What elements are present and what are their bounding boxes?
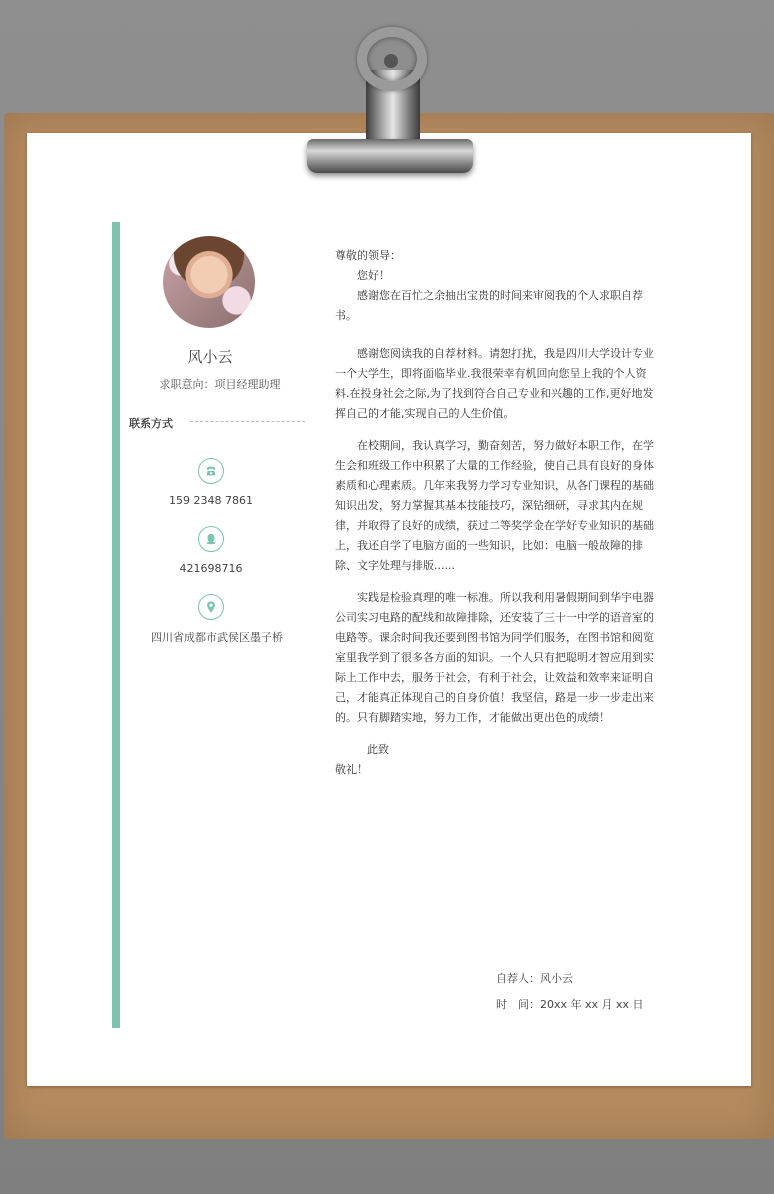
qq-number: 421698716 bbox=[179, 562, 243, 575]
clip-hole bbox=[384, 54, 398, 68]
profile-name: 风小云 bbox=[187, 348, 233, 366]
letter-intro: 感谢您在百忙之余抽出宝贵的时间来审阅我的个人求职自荐书。 bbox=[335, 289, 643, 322]
letter-paragraph: 感谢您阅读我的自荐材料。请恕打扰，我是四川大学设计专业一个大学生，即将面临毕业.我很荣幸有机回向您呈上我的个人资料.在投身社会之际,为了找到符合自己专业和兴趣的工作,更好地发挥自己的才能,实现自己的人生价值。 bbox=[335, 347, 654, 420]
phone-icon bbox=[198, 458, 224, 484]
letter-paragraph: 实践是检验真理的唯一标准。所以我利用暑假期间到华宇电器公司实习电路的配线和故障排除，还安装了三十一中学的语音室的电路等。课余时间我还要到图书馆为同学们服务，在图书馆和阅览室里我学到了很多各方面的知识。一个人只有把聪明才智应用到实际上工作中去，服务于社会，有利于社会，让效益和效率来证明自己，才能真正体现自己的自身价值！我坚信，路是一步一步走出来的。只有脚踏实地，努力工作，才能做出更出色的成绩！ bbox=[335, 591, 654, 724]
phone-number: 159 2348 7861 bbox=[169, 494, 253, 507]
salutation: 尊敬的领导： bbox=[335, 249, 401, 262]
accent-bar bbox=[112, 222, 120, 1028]
address: 四川省成都市武侯区墨子桥 bbox=[151, 631, 283, 644]
qq-icon bbox=[198, 526, 224, 552]
closing-regards: 此致 bbox=[367, 743, 389, 756]
letter-paragraph: 在校期间，我认真学习，勤奋刻苦，努力做好本职工作，在学生会和班级工作中积累了大量的工作经验，使自己具有良好的身体素质和心理素质。几年来我努力学习专业知识，从各门课程的基础知识出发，努力掌握其基本技能技巧，深钻细研，寻求其内在规律，并取得了良好的成绩，获过二等奖学金在学好专业知识的基础上，我还自学了电脑方面的一些知识，比如：电脑一般故障的排除、文字处理与排版...... bbox=[335, 439, 654, 572]
location-icon bbox=[198, 594, 224, 620]
contact-divider bbox=[190, 421, 305, 422]
contact-heading: 联系方式 bbox=[129, 417, 173, 430]
greeting: 您好！ bbox=[357, 269, 390, 282]
signature-block bbox=[496, 966, 644, 1018]
avatar bbox=[163, 236, 255, 328]
job-intent: 求职意向：项目经理助理 bbox=[159, 378, 281, 391]
binder-clip bbox=[307, 139, 473, 173]
closing-salute: 敬礼！ bbox=[335, 763, 368, 776]
cover-letter bbox=[335, 246, 655, 780]
signature-date: 时 间：20xx 年 xx 月 xx 日 bbox=[496, 998, 644, 1011]
signature-name: 自荐人：风小云 bbox=[496, 972, 573, 985]
